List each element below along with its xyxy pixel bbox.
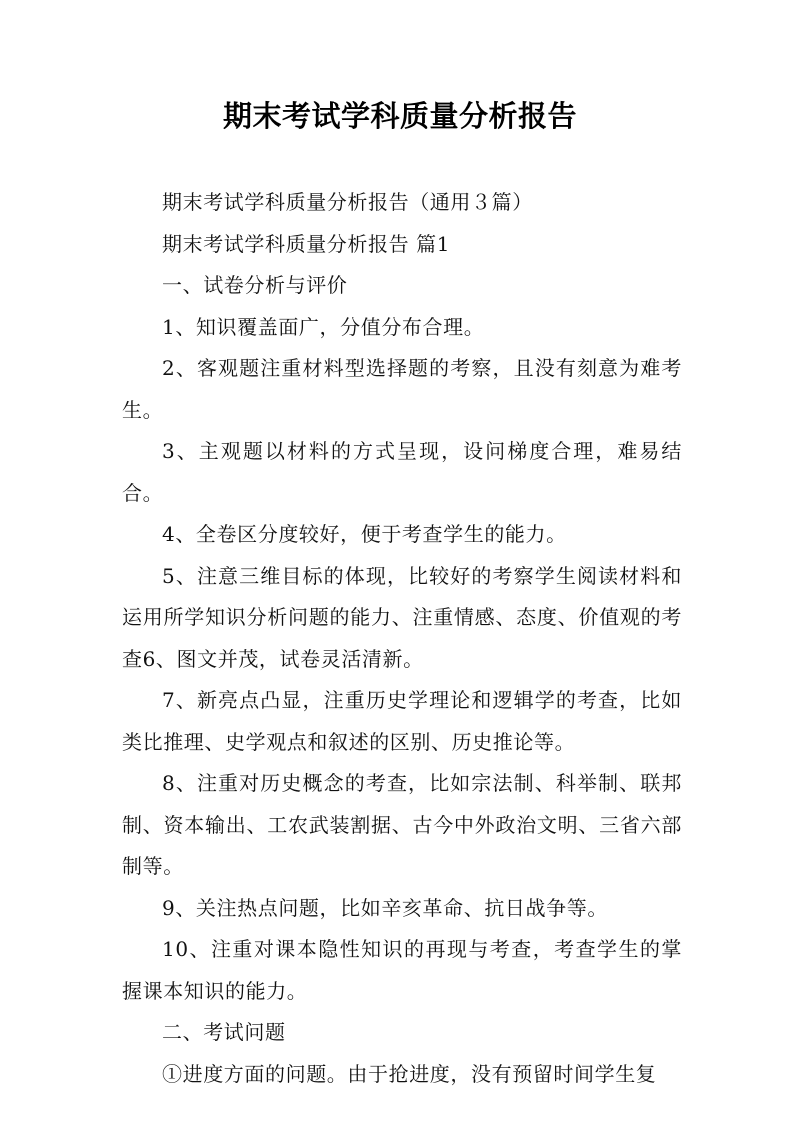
section-heading-1: 一、试卷分析与评价 <box>162 273 348 297</box>
paragraph-item-10: 10、注重对课本隐性知识的再现与考查，考查学生的掌握课本知识的能力。 <box>122 937 682 1003</box>
paragraph-subtitle: 期末考试学科质量分析报告（通用３篇） <box>162 190 533 214</box>
document-title: 期末考试学科质量分析报告 <box>222 99 577 133</box>
paragraph-item-8: 8、注重对历史概念的考查，比如宗法制、科举制、联邦制、资本输出、工农武装割据、古今中外政治文明、三省六部制等。 <box>122 771 682 878</box>
paragraph-item-2: 2、客观题注重材料型选择题的考察，且没有刻意为难考生。 <box>122 356 682 422</box>
section-heading-2: 二、考试问题 <box>162 1020 286 1044</box>
paragraph-item-4: 4、全卷区分度较好，便于考查学生的能力。 <box>162 522 567 546</box>
paragraph-issue-1: ①进度方面的问题。由于抢进度，没有预留时间学生复 <box>162 1061 657 1086</box>
document-body <box>122 182 682 1095</box>
paragraph-item-1: 1、知识覆盖面广，分值分布合理。 <box>162 314 485 339</box>
paragraph-part-heading: 期末考试学科质量分析报告 篇1 <box>162 231 451 256</box>
paragraph-item-3: 3、主观题以材料的方式呈现，设问梯度合理，难易结合。 <box>122 439 682 505</box>
paragraph-item-5: 5、注意三维目标的体现，比较好的考察学生阅读材料和运用所学知识分析问题的能力、注重情感、态度、价值观的考查6、图文并茂，试卷灵活清新。 <box>122 563 682 671</box>
paragraph-item-9: 9、关注热点问题，比如辛亥革命、抗日战争等。 <box>162 895 608 920</box>
paragraph-item-7: 7、新亮点凸显，注重历史学理论和逻辑学的考查，比如类比推理、史学观点和叙述的区别、历史推论等。 <box>122 688 682 754</box>
